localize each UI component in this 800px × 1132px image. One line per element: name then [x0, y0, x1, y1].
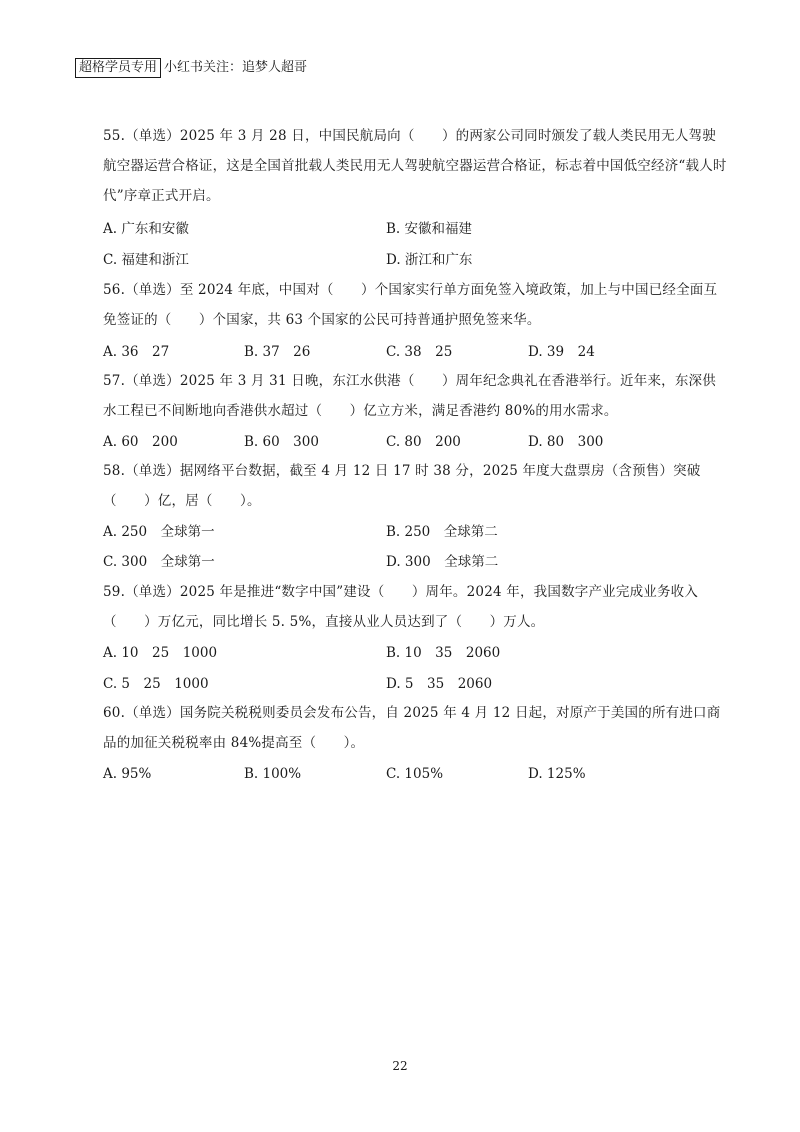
question-stem: 58.（单选）据网络平台数据，截至 4 月 12 日 17 时 38 分，2025 年度大盘票房（含预售）突破（ ）亿，居（ ）。 — [103, 463, 701, 509]
option-c: C. 80 200 — [386, 434, 461, 450]
option-a: A. 广东和安徽 — [103, 221, 189, 237]
question-57 — [103, 366, 728, 426]
header-tag: 超格学员专用 — [75, 58, 161, 78]
question-stem: 56.（单选）至 2024 年底，中国对（ ）个国家实行单方面免签入境政策，加上与中国已经全面互免签证的（ ）个国家，共 63 个国家的公民可持普通护照免签来华。 — [103, 282, 718, 328]
option-d: D. 5 35 2060 — [386, 676, 493, 692]
option-b: B. 37 26 — [244, 344, 311, 360]
option-c: C. 福建和浙江 — [103, 252, 189, 268]
question-stem: 60.（单选）国务院关税税则委员会发布公告，自 2025 年 4 月 12 日起，对原产于美国的所有进口商品的加征关税税率由 84%提高至（ ）。 — [103, 705, 721, 751]
question-stem: 59.（单选）2025 年是推进“数字中国”建设（ ）周年。2024 年，我国数字产业完成业务收入（ ）万亿元，同比增长 5. 5%，直接从业人员达到了（ ）万人。 — [103, 584, 699, 630]
question-58 — [103, 456, 728, 516]
option-d: D. 浙江和广东 — [386, 252, 473, 268]
question-60 — [103, 698, 728, 758]
page-number: 22 — [392, 1059, 408, 1073]
question-55 — [103, 121, 728, 211]
option-b: B. 10 35 2060 — [386, 645, 501, 661]
option-d: D. 39 24 — [528, 344, 595, 360]
option-d: D. 80 300 — [528, 434, 604, 450]
option-c: C. 105% — [386, 766, 444, 782]
page-header — [75, 58, 307, 78]
option-d: D. 300 全球第二 — [386, 554, 499, 570]
option-b: B. 安徽和福建 — [386, 221, 473, 237]
option-a: A. 250 全球第一 — [103, 524, 215, 540]
option-a: A. 36 27 — [103, 344, 170, 360]
option-d: D. 125% — [528, 766, 586, 782]
question-stem: 55.（单选）2025 年 3 月 28 日，中国民航局向（ ）的两家公司同时颁发了载人类民用无人驾驶航空器运营合格证，这是全国首批载人类民用无人驾驶航空器运营合格证，标志着中国低空经济“载人时代”序章正式开启。 — [103, 128, 727, 204]
option-b: B. 100% — [244, 766, 302, 782]
question-56 — [103, 275, 728, 335]
option-a: A. 10 25 1000 — [103, 645, 218, 661]
question-59 — [103, 577, 728, 637]
option-b: B. 250 全球第二 — [386, 524, 498, 540]
option-b: B. 60 300 — [244, 434, 319, 450]
option-a: A. 95% — [103, 766, 152, 782]
header-text: 小红书关注：追梦人超哥 — [164, 60, 308, 75]
option-c: C. 38 25 — [386, 344, 453, 360]
option-a: A. 60 200 — [103, 434, 178, 450]
option-c: C. 300 全球第一 — [103, 554, 215, 570]
question-stem: 57.（单选）2025 年 3 月 31 日晚，东江水供港（ ）周年纪念典礼在香港举行。近年来，东深供水工程已不间断地向香港供水超过（ ）亿立方米，满足香港约 80%的用水需求。 — [103, 373, 716, 419]
option-c: C. 5 25 1000 — [103, 676, 209, 692]
